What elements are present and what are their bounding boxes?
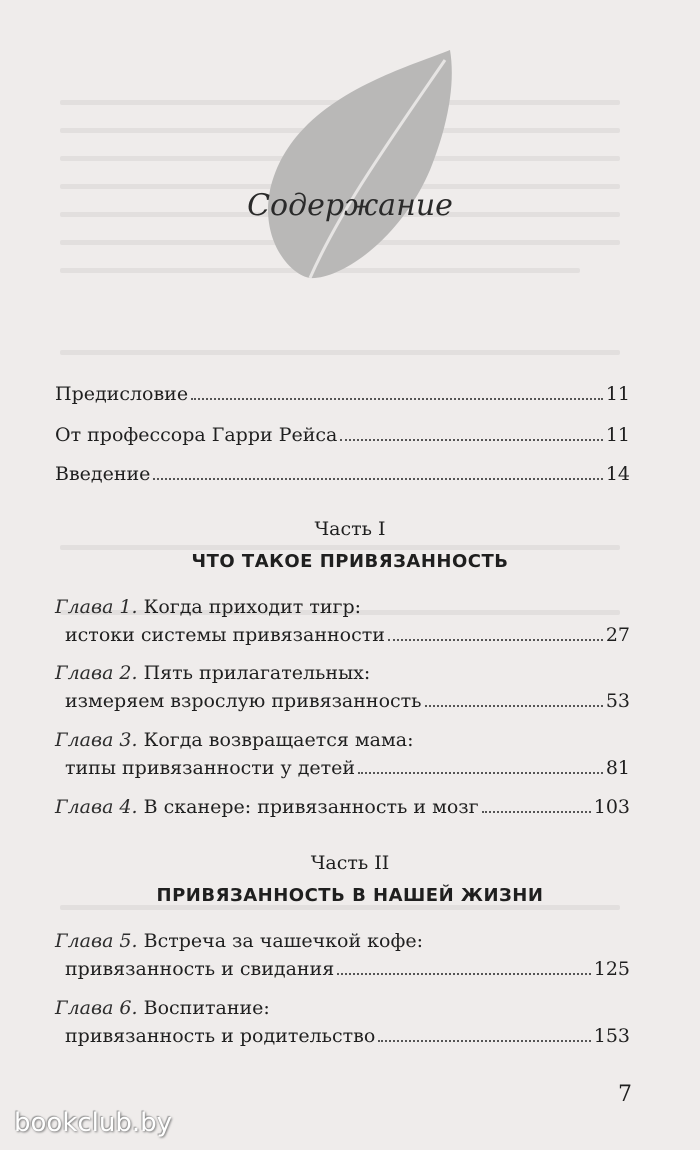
- toc-entry: [55, 385, 630, 404]
- part-label: Часть I: [314, 518, 386, 540]
- chapter-title-line2: измеряем взрослую привязанность: [65, 690, 422, 712]
- chapter-title-line1: Когда приходит тигр:: [143, 596, 362, 618]
- dot-leader: [482, 810, 591, 813]
- toc-chapter-entry: [55, 598, 630, 645]
- toc-chapter-entry: [55, 798, 630, 817]
- toc-entry-title: От профессора Гарри Рейса: [55, 424, 338, 446]
- page-title: Содержание: [247, 188, 453, 223]
- chapter-title-line2: привязанность и родительство: [65, 1025, 376, 1047]
- chapter-number: Глава 6.: [55, 997, 138, 1019]
- toc-page-number: 81: [605, 757, 630, 779]
- chapter-title-line1: В сканере: привязанность и мозг: [143, 796, 479, 818]
- dot-leader: [425, 704, 603, 707]
- dot-leader: [340, 438, 602, 441]
- toc-page-number: 103: [593, 796, 630, 818]
- chapter-title-line2: истоки системы привязанности: [65, 624, 385, 646]
- toc-page-number: 125: [593, 958, 630, 980]
- toc-page-number: 11: [605, 383, 630, 405]
- dot-leader: [358, 771, 603, 774]
- chapter-title-line1: Пять прилагательных:: [143, 662, 371, 684]
- dot-leader: [378, 1039, 590, 1042]
- part-label: Часть II: [310, 852, 390, 874]
- toc-entry: [55, 426, 630, 445]
- toc-chapter-entry: [55, 664, 630, 711]
- chapter-title-line1: Когда возвращается мама:: [143, 729, 414, 751]
- toc-chapter-entry: [55, 932, 630, 979]
- toc-entry: [55, 465, 630, 484]
- dot-leader: [337, 972, 591, 975]
- chapter-number: Глава 3.: [55, 729, 138, 751]
- toc-page-number: 27: [605, 624, 630, 646]
- toc-chapter-entry: [55, 999, 630, 1046]
- dot-leader: [153, 477, 602, 480]
- watermark: bookclub.by: [14, 1108, 173, 1138]
- leaf-ornament-icon: [250, 40, 470, 280]
- toc-page-number: 11: [605, 424, 630, 446]
- toc-chapter-entry: [55, 731, 630, 778]
- page-number: 7: [618, 1082, 632, 1107]
- toc-entry-title: Предисловие: [55, 383, 189, 405]
- part-title: ЧТО ТАКОЕ ПРИВЯЗАННОСТЬ: [191, 551, 509, 572]
- chapter-title-line1: Встреча за чашечкой кофе:: [143, 930, 423, 952]
- chapter-title-line2: привязанность и свидания: [65, 958, 335, 980]
- dot-leader: [191, 397, 603, 400]
- bleed-through-line: [60, 545, 620, 550]
- toc-page-number: 153: [593, 1025, 630, 1047]
- part-title: ПРИВЯЗАННОСТЬ В НАШЕЙ ЖИЗНИ: [156, 885, 544, 906]
- chapter-title-line1: Воспитание:: [143, 997, 270, 1019]
- chapter-title-line2: типы привязанности у детей: [65, 757, 356, 779]
- chapter-number: Глава 4.: [55, 796, 138, 818]
- toc-page-number: 53: [605, 690, 630, 712]
- bleed-through-line: [60, 350, 620, 355]
- chapter-number: Глава 1.: [55, 596, 138, 618]
- toc-page-number: 14: [605, 463, 630, 485]
- chapter-number: Глава 2.: [55, 662, 138, 684]
- dot-leader: [388, 638, 603, 641]
- chapter-number: Глава 5.: [55, 930, 138, 952]
- toc-entry-title: Введение: [55, 463, 151, 485]
